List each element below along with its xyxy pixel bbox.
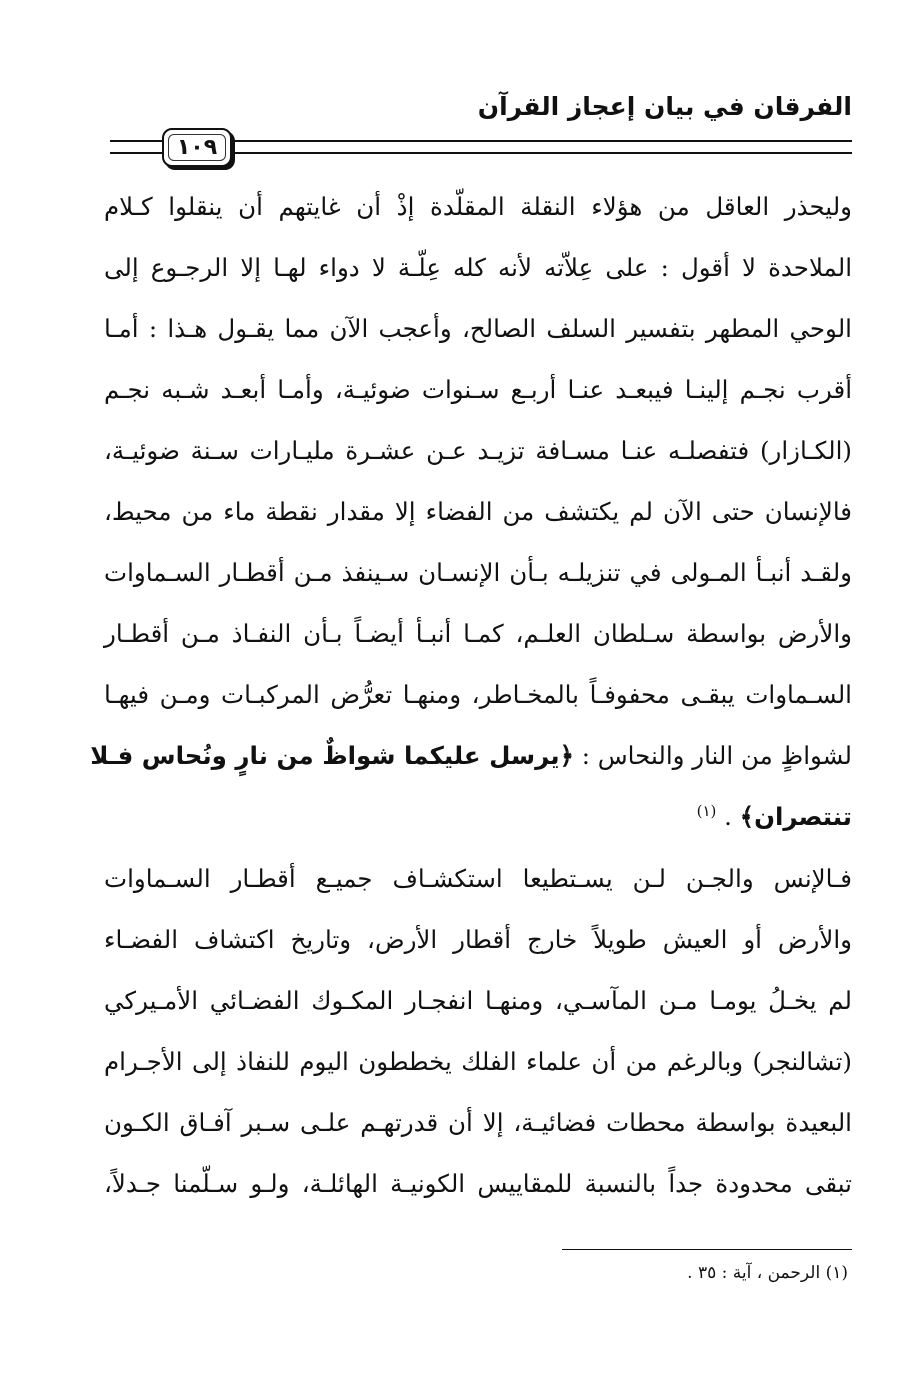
text-line: الملاحدة لا أقول : على عِلاّته لأنه كله عِلّـة لا دواء لهـا إلا الرجـوع إلى	[104, 253, 852, 282]
text-line: فالإنسان حتى الآن لم يكتشف من الفضاء إلا مقدار نقطة ماء من محيط،	[104, 497, 852, 526]
verse-open-bracket: ﴿	[559, 741, 574, 770]
page-number: ١٠٩	[176, 135, 218, 160]
text-line: ولقـد أنبـأ المـولى في تنزيلـه بـأن الإنسـان سـينفذ مـن أقطـار السـماوات	[104, 558, 852, 587]
quran-verse-continued: تنتصران	[754, 802, 852, 832]
running-title: الفرقان في بيان إعجاز القرآن	[477, 92, 852, 121]
header-rule	[110, 128, 852, 173]
verse-close-bracket: ﴾	[739, 802, 755, 832]
text-line: والأرض بواسطة سـلطان العلـم، كمـا أنبـأ أيضـاً بـأن النفـاذ مـن أقطـار	[104, 619, 852, 648]
verse-intro: لشواظٍ من النار والنحاس :	[573, 741, 852, 770]
text-line: (الكـازار) فتفصلـه عنـا مسـافة تزيـد عـن عشـرة مليـارات سـنة ضوئيـة،	[104, 436, 852, 465]
text-line: السـماوات يبقـى محفوفـاً بالمخـاطر، ومنهـا تعرُّض المركبـات ومـن فيهـا	[104, 680, 852, 709]
footnote-separator	[562, 1249, 852, 1250]
text-line: (تشالنجر) وبالرغم من أن علماء الفلك يخططون اليوم للنفاذ إلى الأجـرام	[104, 1047, 852, 1076]
footnote: (١) الرحمن ، آية : ٣٥ .	[687, 1263, 848, 1283]
text-line: وليحذر العاقل من هؤلاء النقلة المقلّدة إذْ أن غايتهم أن ينقلوا كـلام	[104, 192, 852, 221]
footnote-reference: (١)	[696, 802, 717, 820]
text-line: البعيدة بواسطة محطات فضائيـة، إلا أن قدرتهـم علـى سـبر آفـاق الكـون	[104, 1108, 852, 1137]
text-line: تبقى محدودة جداً بالنسبة للمقاييس الكونيـة الهائلـة، ولـو سـلّمنا جـدلاً،	[104, 1169, 852, 1198]
page-number-frame	[162, 128, 232, 167]
quran-verse: يرسل عليكما شواظٌ من نارٍ ونُحاس فـلا	[90, 741, 560, 770]
rule-line	[110, 152, 164, 154]
rule-line	[228, 140, 852, 142]
rule-line	[110, 140, 164, 142]
text-line: أقرب نجـم إلينـا فيبعـد عنـا أربـع سـنوات ضوئيـة، وأمـا أبعـد شـبه نجـم	[104, 375, 852, 404]
text-line-verse-end	[104, 802, 852, 842]
text-line: والأرض أو العيش طويلاً خارج أقطار الأرض، وتاريخ اكتشاف الفضـاء	[104, 925, 852, 954]
verse-period: .	[724, 802, 740, 832]
text-line: لم يخـلُ يومـا مـن المآسـي، ومنهـا انفجـار المكـوك الفضـائي الأمـيركي	[104, 986, 852, 1015]
text-line: الوحي المطهر بتفسير السلف الصالح، وأعجب الآن مما يقـول هـذا : أمـا	[104, 314, 852, 343]
text-line-verse-start	[90, 741, 852, 781]
rule-line	[228, 152, 852, 154]
text-line: فـالإنس والجـن لـن يسـتطيعا استكشـاف جميـع أقطـار السـماوات	[104, 864, 852, 893]
